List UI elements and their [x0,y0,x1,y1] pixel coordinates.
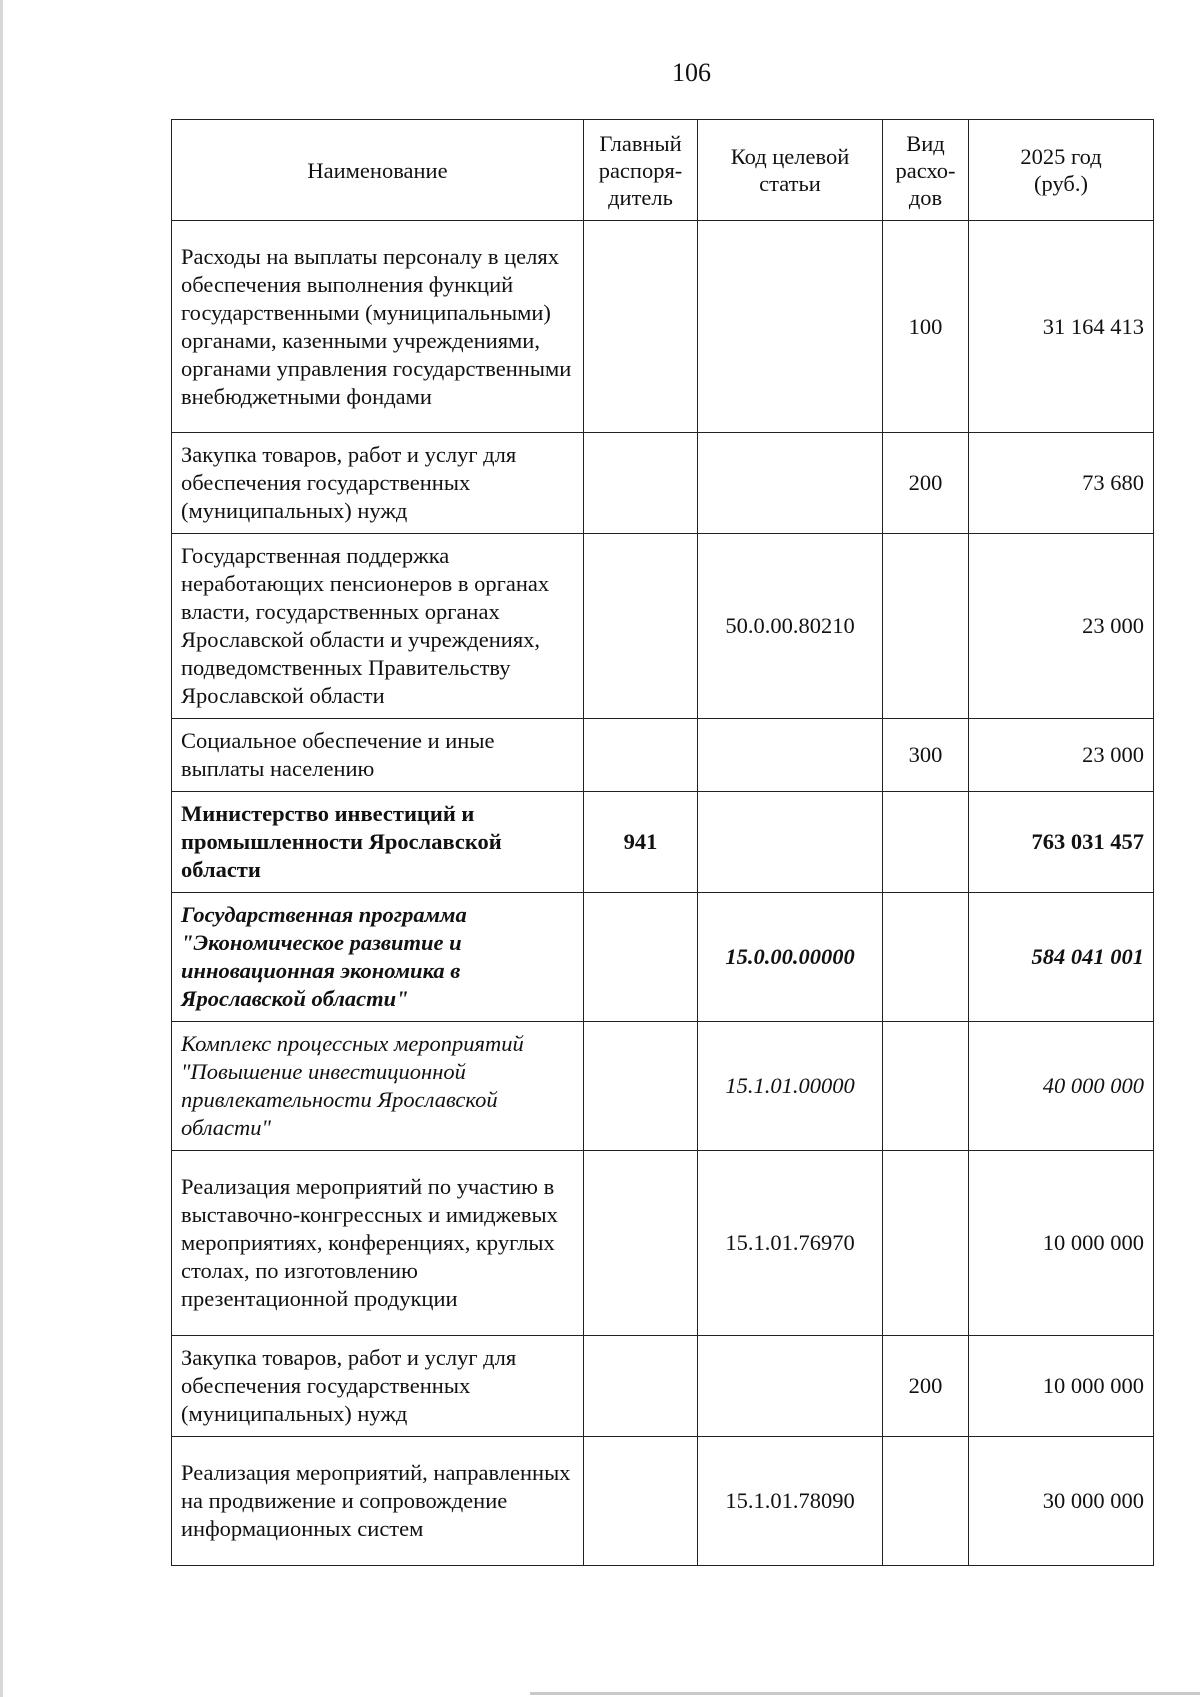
row-expense-type [883,534,969,719]
scan-edge-left [0,0,3,1697]
row-target-code [698,719,883,792]
row-expense-type: 200 [883,433,969,534]
row-chief-manager [584,221,698,433]
row-chief-manager [584,1022,698,1151]
row-name: Государственная поддержка неработающих пенсионеров в органах власти, государственных органах Ярославской области и учреждениях, подведомственных Правительству Ярославской области [172,534,584,719]
row-name: Государственная программа "Экономическое развитие и инновационная экономика в Ярославской области" [172,893,584,1022]
row-target-code: 15.1.01.76970 [698,1151,883,1336]
row-target-code: 50.0.00.80210 [698,534,883,719]
table-row [172,433,1154,534]
table-header-row [172,120,1154,221]
row-name: Расходы на выплаты персоналу в целях обеспечения выполнения функций государственными (муниципальными) органами, казенными учреждениями, органами управления государственными внебюджетными фондами [172,221,584,433]
row-target-code: 15.1.01.00000 [698,1022,883,1151]
row-name: Министерство инвестиций и промышленности Ярославской области [172,792,584,893]
header-year: 2025 год (руб.) [969,120,1154,221]
row-expense-type: 200 [883,1336,969,1437]
row-target-code [698,792,883,893]
row-chief-manager [584,1437,698,1566]
budget-table [171,119,1154,1566]
table-row [172,1336,1154,1437]
row-expense-type [883,893,969,1022]
row-expense-type: 300 [883,719,969,792]
row-amount: 763 031 457 [969,792,1154,893]
table-row [172,792,1154,893]
row-target-code: 15.1.01.78090 [698,1437,883,1566]
header-target-code: Код целевой статьи [698,120,883,221]
row-target-code [698,1336,883,1437]
row-amount: 31 164 413 [969,221,1154,433]
table-row [172,221,1154,433]
row-expense-type [883,792,969,893]
row-target-code [698,221,883,433]
table-row [172,1151,1154,1336]
row-name: Реализация мероприятий по участию в выставочно-конгрессных и имиджевых мероприятиях, конференциях, круглых столах, по изготовлению презентационной продукции [172,1151,584,1336]
row-amount: 10 000 000 [969,1336,1154,1437]
row-amount: 73 680 [969,433,1154,534]
row-chief-manager [584,433,698,534]
row-expense-type: 100 [883,221,969,433]
row-chief-manager [584,1151,698,1336]
row-chief-manager: 941 [584,792,698,893]
row-expense-type [883,1437,969,1566]
row-name: Социальное обеспечение и иные выплаты населению [172,719,584,792]
page-number: 106 [672,58,711,87]
row-amount: 30 000 000 [969,1437,1154,1566]
row-target-code [698,433,883,534]
row-chief-manager [584,893,698,1022]
scan-edge-bottom [530,1692,1200,1695]
table-row [172,1022,1154,1151]
row-name: Реализация мероприятий, направленных на продвижение и сопровождение информационных систем [172,1437,584,1566]
row-chief-manager [584,1336,698,1437]
table-row [172,893,1154,1022]
row-amount: 23 000 [969,719,1154,792]
row-amount: 23 000 [969,534,1154,719]
row-amount: 40 000 000 [969,1022,1154,1151]
row-chief-manager [584,534,698,719]
row-name: Комплекс процессных мероприятий "Повышение инвестиционной привлекательности Ярославской области" [172,1022,584,1151]
row-name: Закупка товаров, работ и услуг для обеспечения государственных (муниципальных) нужд [172,1336,584,1437]
header-name: Наименование [172,120,584,221]
header-chief-manager: Главный распоря- дитель [584,120,698,221]
table-row [172,534,1154,719]
row-target-code: 15.0.00.00000 [698,893,883,1022]
row-chief-manager [584,719,698,792]
row-expense-type [883,1022,969,1151]
row-name: Закупка товаров, работ и услуг для обеспечения государственных (муниципальных) нужд [172,433,584,534]
row-amount: 584 041 001 [969,893,1154,1022]
table-row [172,1437,1154,1566]
row-amount: 10 000 000 [969,1151,1154,1336]
header-expense-type: Вид расхо- дов [883,120,969,221]
table-row [172,719,1154,792]
row-expense-type [883,1151,969,1336]
